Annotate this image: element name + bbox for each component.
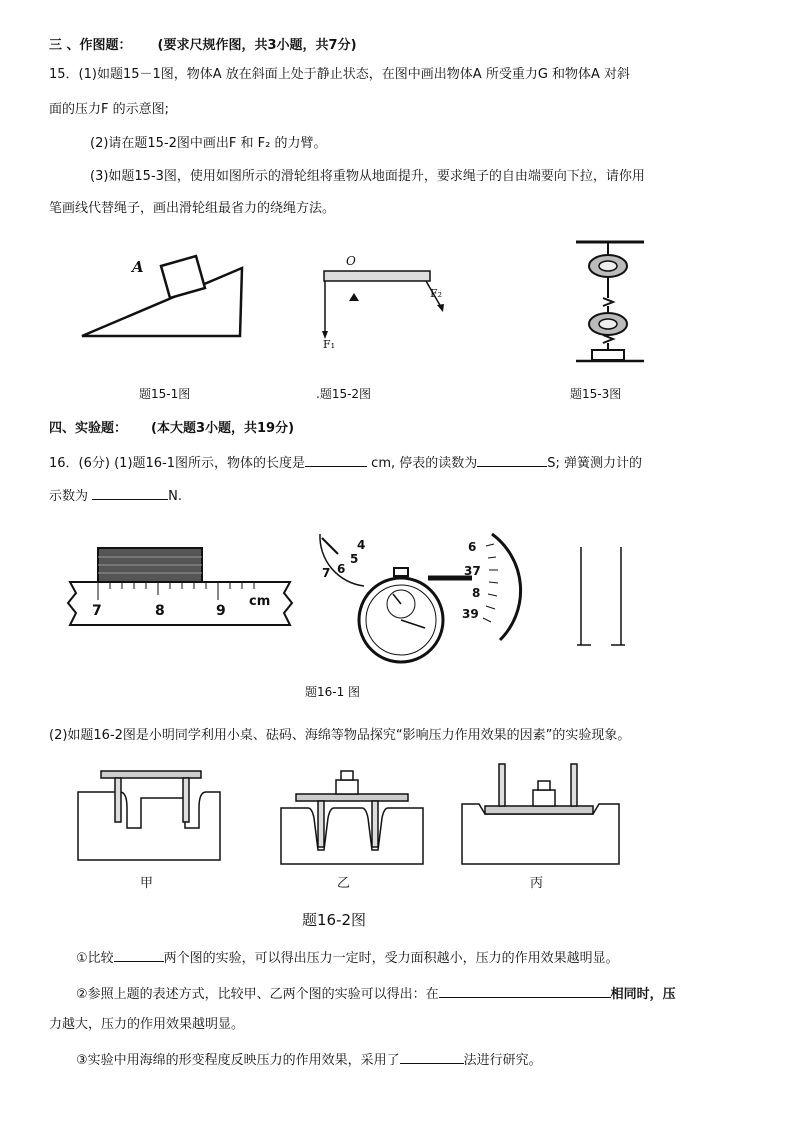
label-f1: F₁ [323, 338, 336, 351]
section4-note: (本大题3小题，共19分) [151, 421, 295, 436]
unit-n: N. [168, 489, 183, 504]
q15-number: 15． [49, 67, 79, 82]
answer-blank-length[interactable] [305, 452, 367, 467]
watch-big-6: 6 [468, 540, 477, 554]
caption-16-1: 题16-1 图 [305, 685, 361, 699]
section4-heading [49, 420, 294, 438]
q16-sub3 [76, 1049, 542, 1070]
q15-part2: (2)请在题15-2图中画出F 和 F₂ 的力臂。 [90, 136, 327, 151]
q16-score: (6分) [78, 456, 110, 471]
label-f2: F₂ [430, 287, 443, 300]
figure-16-2-bing [459, 760, 624, 868]
q16-sub2-text-a: ②参照上题的表述方式，比较甲、乙两个图的实验可以得出：在 [76, 987, 439, 1002]
watch-big-8: 8 [472, 586, 481, 600]
section3-note: (要求尺规作图，共3小题，共7分) [157, 38, 357, 53]
caption-15-3: 题15-3图 [570, 387, 622, 401]
q16-sub3-text-b: 法进行研究。 [463, 1053, 542, 1068]
figure-15-1-incline [70, 238, 250, 358]
section3-heading [49, 37, 357, 55]
ruler-unit: cm [249, 594, 271, 609]
figure-15-3-pulley [570, 240, 660, 368]
watch-small-4: 4 [357, 538, 366, 552]
answer-blank-compare[interactable] [114, 947, 164, 962]
ruler-tick-8: 8 [155, 603, 165, 619]
label-o: O [346, 254, 356, 268]
q16-part2: (2)如题16-2图是小明同学利用小桌、砝码、海绵等物品探究“影响压力作用效果的因素”的实验现象。 [49, 728, 631, 743]
q16-sub2-line2: 力越大，压力的作用效果越明显。 [49, 1017, 245, 1032]
figure-16-1-spring-scale [575, 545, 630, 650]
q16-sub2-text-b: 相同时，压 [610, 987, 676, 1002]
ruler-tick-7: 7 [92, 603, 102, 619]
q16-number: 16． [49, 456, 79, 471]
watch-big-39: 39 [462, 607, 479, 621]
answer-blank-spring-scale[interactable] [92, 485, 168, 500]
figure-15-2-lever [318, 255, 448, 355]
figure-16-1-ruler [62, 545, 297, 635]
unit-cm: cm, [371, 456, 396, 471]
section4-title: 四、实验题： [49, 421, 128, 436]
watch-big-37: 37 [464, 564, 481, 578]
q16-sub1-text-a: ①比较 [76, 951, 114, 966]
label-a: A [132, 258, 144, 276]
answer-blank-same-condition[interactable] [439, 983, 611, 998]
figure-16-2-jia [75, 768, 225, 868]
label-jia: 甲 [140, 876, 154, 891]
caption-15-2: .题15-2图 [316, 387, 372, 401]
figure-16-2-yi [278, 768, 428, 868]
q16-part1-line1 [49, 452, 642, 473]
answer-blank-stopwatch[interactable] [477, 452, 547, 467]
q16-sub2-line1 [76, 983, 676, 1004]
q16-sub1-text-b: 两个图的实验，可以得出压力一定时，受力面积越小，压力的作用效果越明显。 [163, 951, 619, 966]
q16-sub3-text-a: ③实验中用海绵的形变程度反映压力的作用效果，采用了 [76, 1053, 400, 1068]
watch-small-7: 7 [322, 566, 331, 580]
section3-title: 三 、作图题： [49, 38, 132, 53]
q15-part1-line2: 面的压力F 的示意图; [49, 102, 169, 117]
figure-16-1-stopwatch [312, 528, 522, 668]
watch-small-5: 5 [350, 552, 359, 566]
q16-part1-text-d: 示数为 [49, 489, 89, 504]
q15-part1-line1 [49, 66, 630, 84]
q16-part1-line2 [49, 485, 182, 506]
watch-small-6: 6 [337, 562, 346, 576]
q16-part1-text-a: (1)题16-1图所示，物体的长度是 [114, 456, 306, 471]
q15-part3-line1: (3)如题15-3图，使用如图所示的滑轮组将重物从地面提升，要求绳子的自由端要向下拉，请你用 [90, 169, 645, 184]
ruler-tick-9: 9 [216, 603, 226, 619]
label-bing: 丙 [530, 876, 544, 891]
q16-sub1 [76, 947, 619, 968]
q15-part1-text: (1)如题15－1图，物体A 放在斜面上处于静止状态，在图中画出物体A 所受重力G 和物体A 对斜 [78, 67, 631, 82]
q16-part1-text-c: S; 弹簧测力计的 [547, 456, 643, 471]
label-yi: 乙 [337, 876, 351, 891]
caption-15-1: 题15-1图 [139, 387, 191, 401]
caption-16-2: 题16-2图 [302, 911, 367, 929]
q15-part3-line2: 笔画线代替绳子，画出滑轮组最省力的绕绳方法。 [49, 201, 336, 216]
q16-part1-text-b: 停表的读数为 [399, 456, 478, 471]
answer-blank-method[interactable] [400, 1049, 464, 1064]
